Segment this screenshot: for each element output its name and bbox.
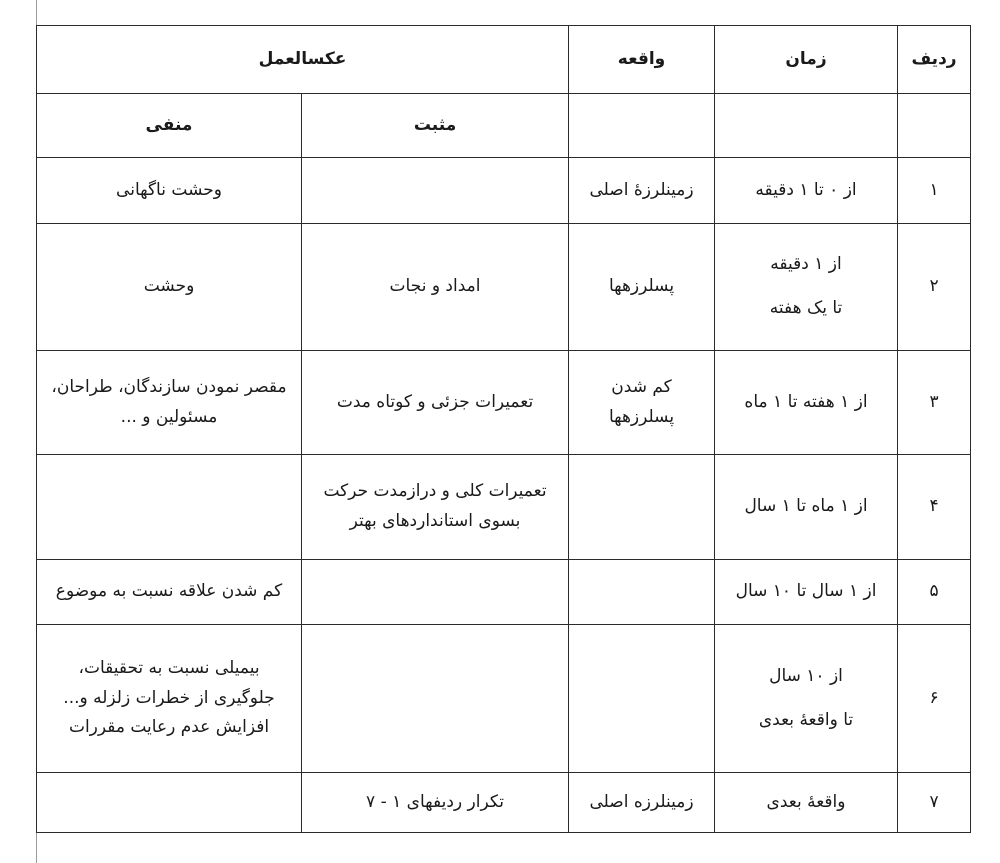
cell-event (569, 625, 715, 773)
cell-text-line: تعمیرات جزئی و کوتاه مدت (336, 391, 534, 412)
cell-positive (302, 351, 569, 455)
cell-time (715, 224, 898, 351)
table-row (37, 560, 971, 625)
line-gap (725, 692, 887, 706)
table-row (37, 625, 971, 773)
cell-text-line: از ۱۰ سال (769, 665, 843, 686)
cell-text-line: تعمیرات کلی و درازمدت حرکت (323, 481, 547, 502)
table-row (37, 224, 971, 351)
table-row (37, 455, 971, 560)
header-event: واقعه (569, 26, 715, 94)
cell-event (569, 224, 715, 351)
cell-positive (302, 455, 569, 560)
subheader-positive: مثبت (302, 94, 569, 158)
cell-row-number: ۱ (898, 158, 971, 224)
header-reaction: عکسالعمل (37, 26, 569, 94)
cell-text-line: بسوی استانداردهای بهتر (349, 511, 521, 531)
cell-text-line: زمینلرزه اصلی (589, 791, 694, 812)
cell-text-line: تا یک هفته (769, 298, 843, 318)
cell-event (569, 560, 715, 625)
cell-text-line: از ۱ ماه تا ۱ سال (744, 496, 868, 517)
cell-time (715, 773, 898, 833)
cell-text-line: وحشت (143, 276, 195, 297)
cell-event (569, 773, 715, 833)
cell-text-line: جلوگیری از خطرات زلزله و... (63, 687, 275, 708)
cell-event (569, 455, 715, 560)
cell-row-number: ۷ (898, 773, 971, 833)
cell-text-line: واقعهٔ بعدی (766, 791, 846, 812)
cell-time (715, 560, 898, 625)
cell-negative (37, 625, 302, 773)
table-row (37, 773, 971, 833)
cell-text-line: از ۱ هفته تا ۱ ماه (744, 391, 868, 412)
cell-negative (37, 773, 302, 833)
cell-text-line: بیمیلی نسبت به تحقیقات، (78, 657, 260, 678)
cell-event (569, 351, 715, 455)
cell-negative (37, 560, 302, 625)
cell-negative (37, 224, 302, 351)
subheader-empty-time (715, 94, 898, 158)
cell-time (715, 351, 898, 455)
table-row (37, 158, 971, 224)
cell-text-line: پسلرزهها (608, 406, 675, 427)
cell-text-line: از ۱ دقیقه (770, 254, 842, 275)
table-row (37, 351, 971, 455)
cell-text-line: افزایش عدم رعایت مقررات (68, 717, 270, 738)
cell-text-line: از ۰ تا ۱ دقیقه (755, 179, 857, 200)
subheader-negative: منفی (37, 94, 302, 158)
cell-row-number: ۵ (898, 560, 971, 625)
cell-row-number: ۴ (898, 455, 971, 560)
cell-text-line: وحشت ناگهانی (116, 179, 222, 200)
cell-time (715, 625, 898, 773)
cell-row-number: ۲ (898, 224, 971, 351)
cell-positive (302, 224, 569, 351)
cell-row-number: ۶ (898, 625, 971, 773)
cell-text-line: پسلرزهها (608, 276, 675, 297)
cell-text-line: مقصر نمودن سازندگان، طراحان، (51, 376, 287, 397)
cell-positive (302, 773, 569, 833)
header-time: زمان (715, 26, 898, 94)
cell-text-line: از ۱ سال تا ۱۰ سال (735, 581, 877, 602)
cell-negative (37, 351, 302, 455)
cell-negative (37, 455, 302, 560)
cell-text-line: تا واقعهٔ بعدی (758, 709, 854, 730)
cell-text-line: مسئولین و ... (120, 406, 218, 427)
cell-text-line: زمینلرزهٔ اصلی (589, 179, 694, 200)
cell-negative (37, 158, 302, 224)
cell-text-line: کم شدن (611, 376, 672, 397)
cell-text-line: کم شدن علاقه نسبت به موضوع (55, 581, 283, 602)
cell-positive (302, 158, 569, 224)
cell-time (715, 158, 898, 224)
cell-event (569, 158, 715, 224)
cell-text-line: تکرار ردیفهای ۱ - ۷ (366, 791, 504, 812)
subheader-row (37, 94, 971, 158)
subheader-empty-event (569, 94, 715, 158)
cell-row-number: ۳ (898, 351, 971, 455)
header-row (37, 26, 971, 94)
cell-positive (302, 625, 569, 773)
cell-time (715, 455, 898, 560)
earthquake-reaction-table (36, 25, 971, 833)
subheader-empty-no (898, 94, 971, 158)
header-row-no: ردیف (898, 26, 971, 94)
line-gap (725, 280, 887, 294)
cell-positive (302, 560, 569, 625)
cell-text-line: امداد و نجات (389, 276, 481, 297)
